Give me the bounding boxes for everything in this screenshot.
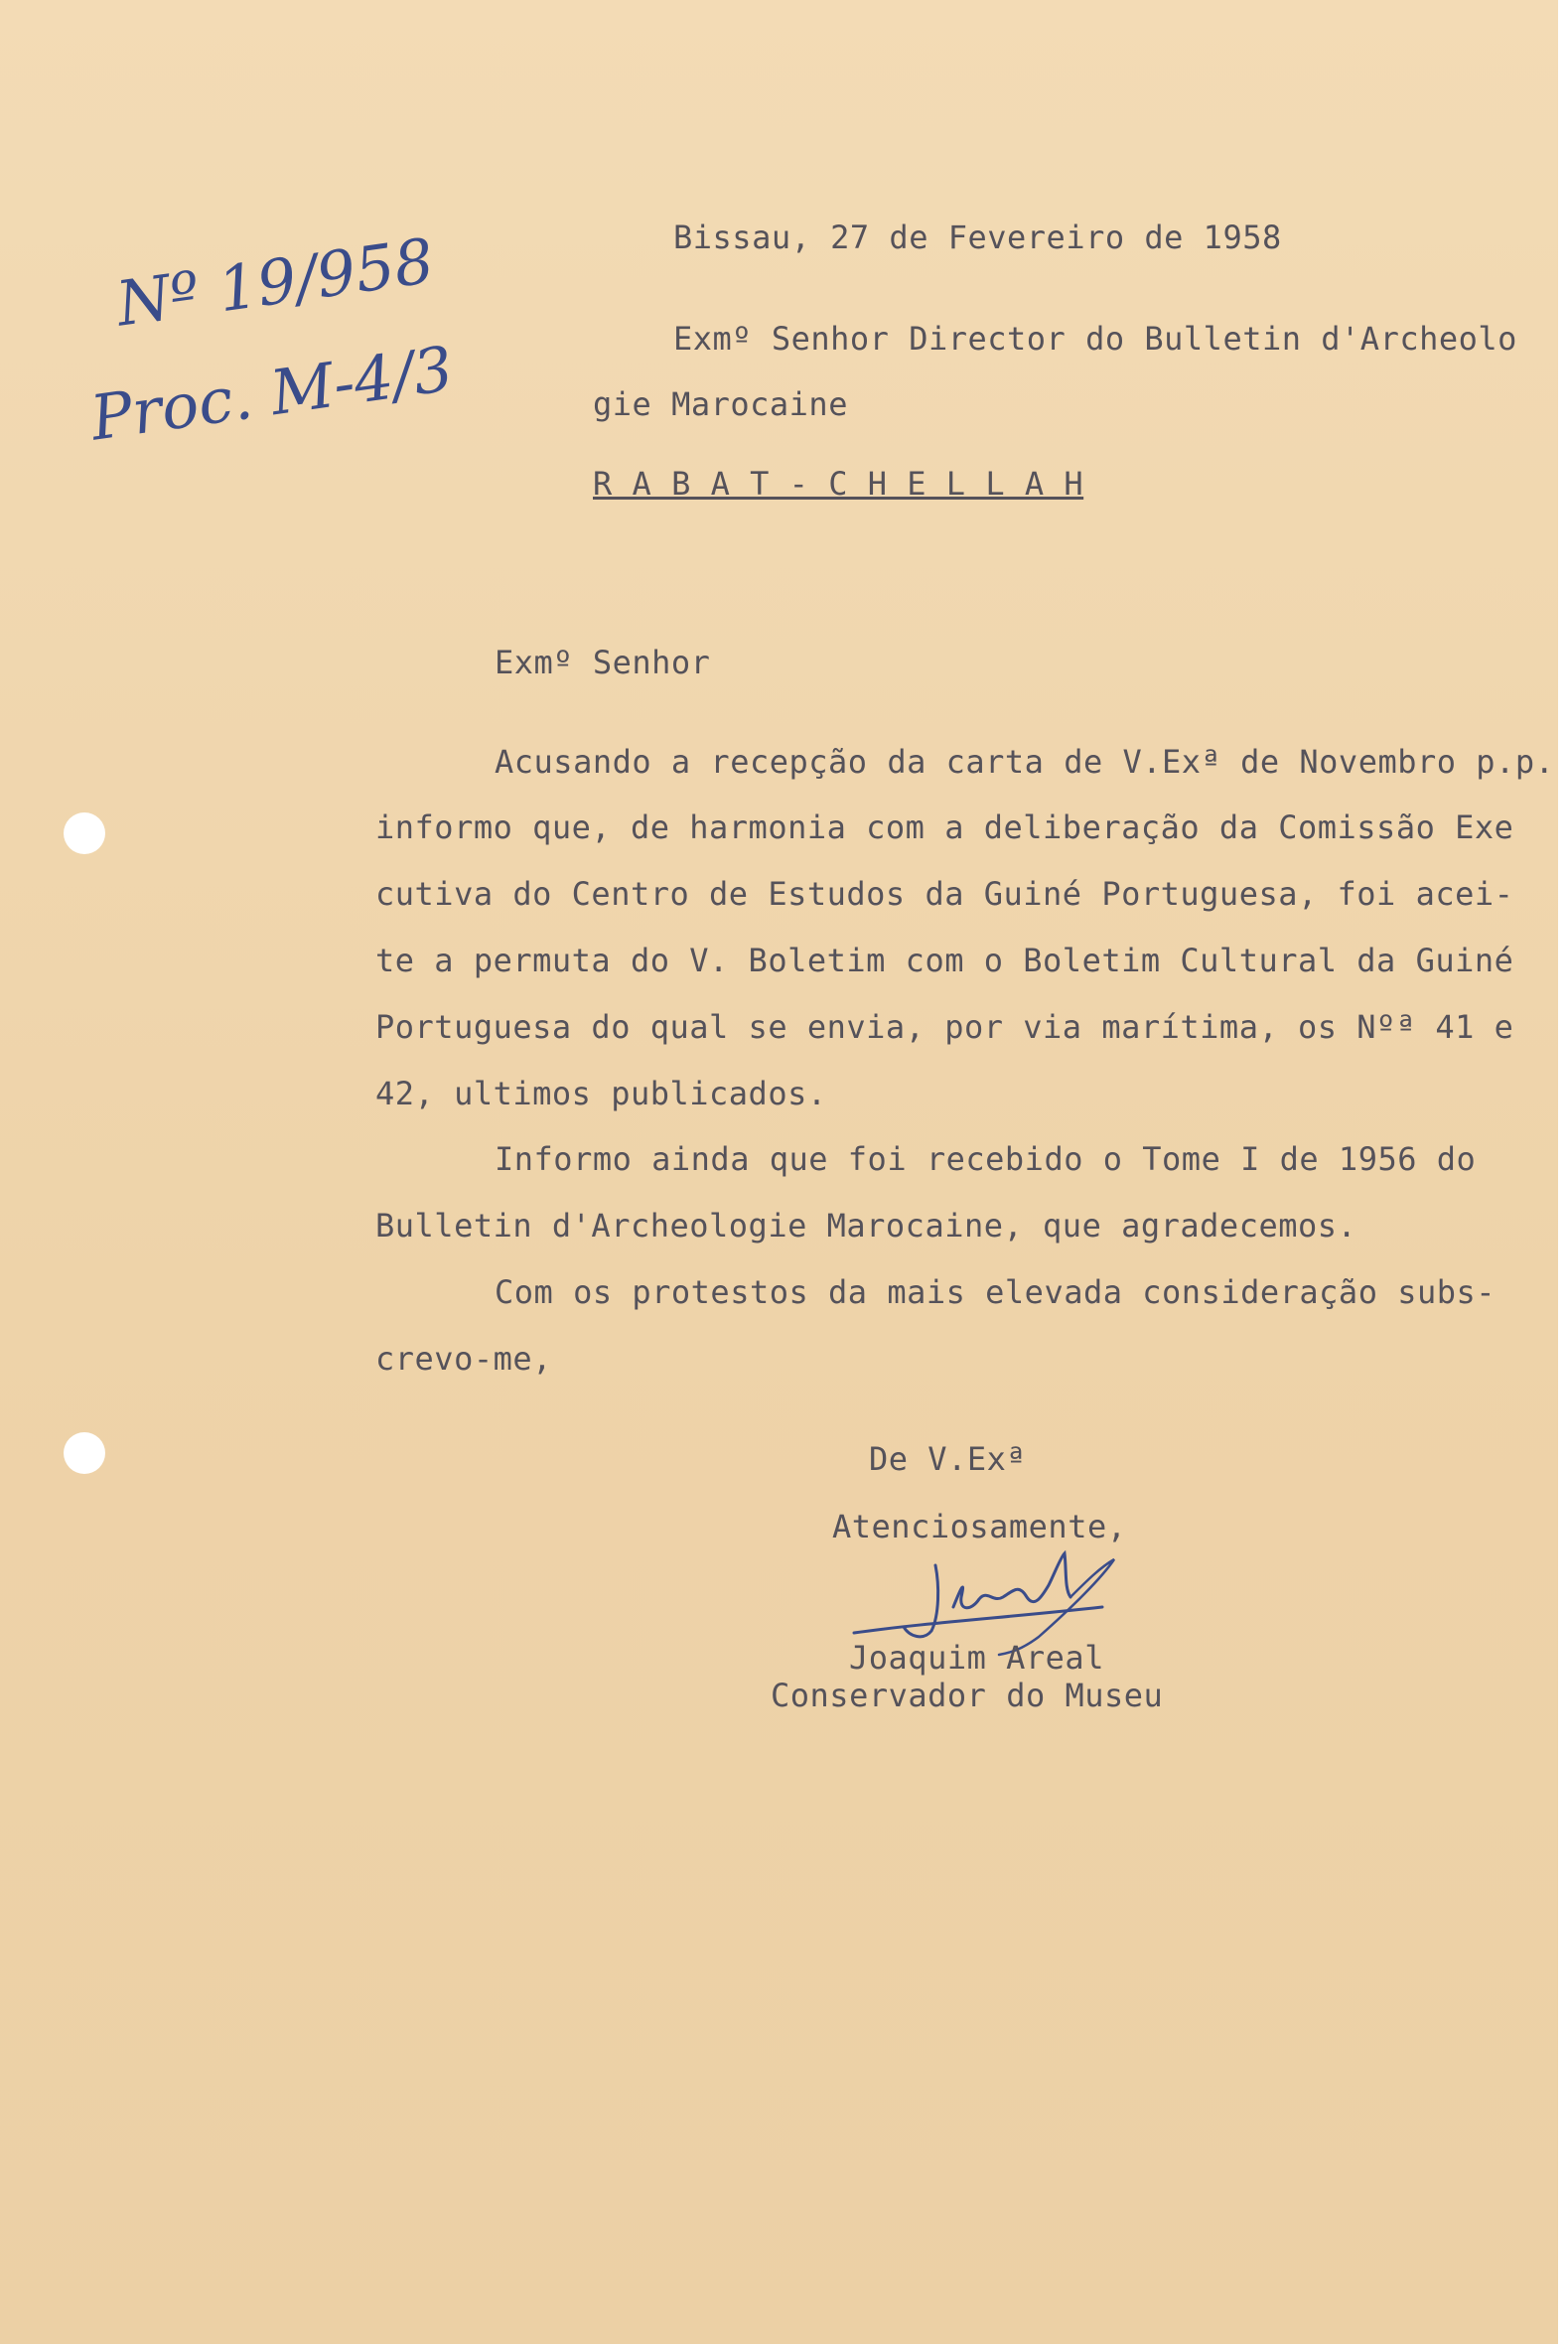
punch-hole-top <box>64 812 105 854</box>
handwritten-process-number: Proc. M-4/3 <box>85 332 458 455</box>
addressee-line-2: gie Marocaine <box>593 385 848 423</box>
body-line: 42, ultimos publicados. <box>375 1075 827 1112</box>
letter-date: Bissau, 27 de Fevereiro de 1958 <box>673 219 1282 256</box>
body-line: Bulletin d'Archeologie Marocaine, que agradecemos. <box>375 1207 1357 1245</box>
punch-hole-bottom <box>64 1432 105 1474</box>
body-line: Acusando a recepção da carta de V.Exª de Novembro p.p. <box>495 743 1555 781</box>
signer-title: Conservador do Museu <box>771 1677 1164 1714</box>
body-line: Informo ainda que foi recebido o Tome I de 1956 do <box>495 1140 1477 1178</box>
page-edge <box>1558 0 1568 2344</box>
body-line: informo que, de harmonia com a deliberação da Comissão Exe <box>375 808 1514 846</box>
body-line: crevo-me, <box>375 1340 552 1378</box>
salutation: Exmº Senhor <box>495 644 711 681</box>
handwritten-reference-number: Nº 19/958 <box>111 223 439 341</box>
closing-line-1: De V.Exª <box>869 1440 1027 1478</box>
addressee-line-1: Exmº Senhor Director do Bulletin d'Archeolo <box>673 320 1517 358</box>
body-line: cutiva do Centro de Estudos da Guiné Portuguesa, foi acei- <box>375 875 1514 913</box>
destination-city: R A B A T - C H E L L A H <box>593 465 1084 503</box>
body-line: Com os protestos da mais elevada consideração subs- <box>495 1273 1497 1311</box>
body-line: Portuguesa do qual se envia, por via marítima, os Nºª 41 e <box>375 1008 1514 1046</box>
body-line: te a permuta do V. Boletim com o Boletim Cultural da Guiné <box>375 942 1514 979</box>
signer-name: Joaquim Areal <box>849 1639 1104 1677</box>
closing-line-2: Atenciosamente, <box>832 1508 1127 1545</box>
